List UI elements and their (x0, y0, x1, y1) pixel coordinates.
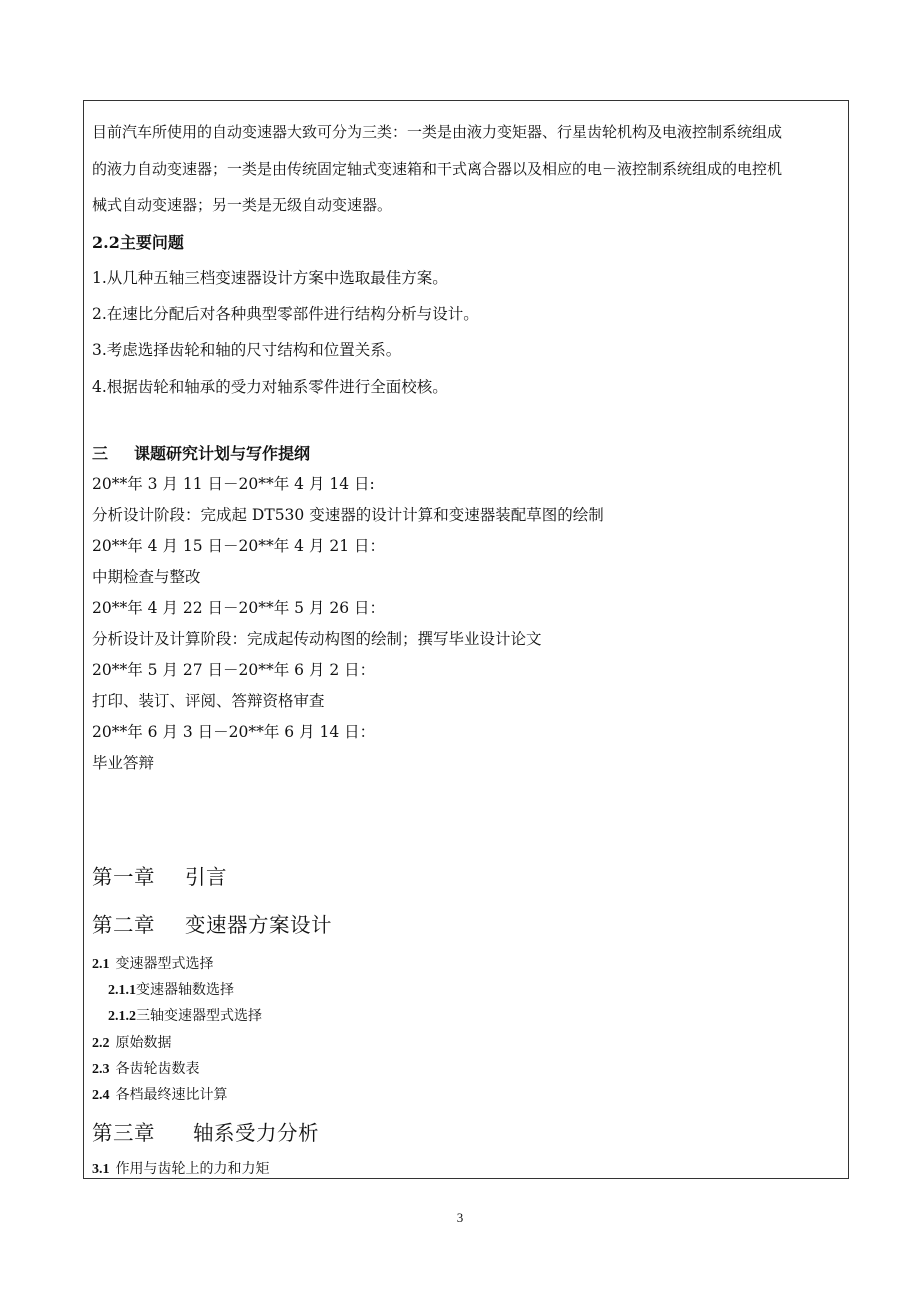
toc-item-text: 变速器轴数选择 (136, 982, 234, 998)
section-2-2-heading: 2.2主要问题 (92, 233, 184, 252)
toc-item-number: 2.1 (92, 957, 110, 972)
toc-item-number: 2.1.2 (108, 1009, 136, 1024)
toc-item-number: 2.4 (92, 1088, 110, 1103)
toc-item-number: 2.2 (92, 1036, 110, 1051)
toc-item-number: 3.1 (92, 1162, 110, 1177)
issue-item-3: 3.考虑选择齿轮和轴的尺寸结构和位置关系。 (92, 341, 402, 359)
toc-item-text: 三轴变速器型式选择 (136, 1008, 262, 1024)
chapter-3-heading (92, 1116, 319, 1146)
chapter-2-title: 变速器方案设计 (185, 913, 332, 937)
toc-item (108, 1005, 262, 1025)
plan-line: 打印、装订、评阅、答辩资格审查 (92, 692, 325, 710)
toc-item (92, 1032, 172, 1052)
plan-line: 中期检查与整改 (92, 568, 201, 586)
toc-item-text: 各齿轮齿数表 (115, 1061, 200, 1077)
toc-item (92, 1058, 200, 1078)
toc-item (108, 979, 234, 999)
plan-line: 分析设计阶段：完成起 DT530 变速器的设计计算和变速器装配草图的绘制 (92, 506, 604, 524)
chapter-3-number: 第三章 (92, 1121, 155, 1145)
intro-line-1: 目前汽车所使用的自动变速器大致可分为三类：一类是由液力变矩器、行星齿轮机构及电液控制系统组成 (92, 123, 783, 141)
chapter-2-heading (92, 908, 332, 938)
chapter-1-title: 引言 (185, 865, 227, 889)
chapter-2-number: 第二章 (92, 913, 155, 937)
issue-item-1: 1.从几种五轴三档变速器设计方案中选取最佳方案。 (92, 269, 448, 287)
toc-item-number: 2.1.1 (108, 983, 136, 998)
chapter-3-title: 轴系受力分析 (193, 1121, 319, 1145)
plan-line: 20**年 5 月 27 日－20**年 6 月 2 日： (92, 661, 376, 679)
section-3-heading (92, 441, 310, 464)
page-number: 3 (456, 1210, 464, 1225)
plan-line: 毕业答辩 (92, 754, 155, 772)
chapter-1-heading (92, 860, 227, 890)
toc-item-number: 2.3 (92, 1062, 110, 1077)
toc-item-text: 变速器型式选择 (115, 956, 214, 972)
toc-item (92, 1084, 228, 1104)
plan-line: 20**年 4 月 22 日－20**年 5 月 26 日： (92, 599, 386, 617)
section-3-title: 课题研究计划与写作提纲 (134, 444, 311, 463)
plan-line: 20**年 4 月 15 日－20**年 4 月 21 日： (92, 537, 386, 555)
intro-line-2: 的液力自动变速器；一类是由传统固定轴式变速箱和干式离合器以及相应的电－液控制系统组成的电控机 (92, 160, 783, 178)
toc-item-text: 原始数据 (115, 1035, 172, 1051)
toc-item (92, 953, 214, 973)
toc-item-text: 各档最终速比计算 (115, 1087, 228, 1103)
toc-item (92, 1158, 270, 1178)
issue-item-2: 2.在速比分配后对各种典型零部件进行结构分析与设计。 (92, 305, 479, 323)
issue-item-4: 4.根据齿轮和轴承的受力对轴系零件进行全面校核。 (92, 378, 448, 396)
plan-line: 分析设计及计算阶段：完成起传动构图的绘制；撰写毕业设计论文 (92, 630, 542, 648)
intro-line-3: 械式自动变速器；另一类是无级自动变速器。 (92, 196, 393, 214)
plan-line: 20**年 3 月 11 日－20**年 4 月 14 日: (92, 475, 375, 493)
chapter-1-number: 第一章 (92, 865, 155, 889)
plan-line: 20**年 6 月 3 日－20**年 6 月 14 日： (92, 723, 376, 741)
section-3-number: 三 (92, 444, 109, 463)
toc-item-text: 作用与齿轮上的力和力矩 (115, 1161, 270, 1177)
